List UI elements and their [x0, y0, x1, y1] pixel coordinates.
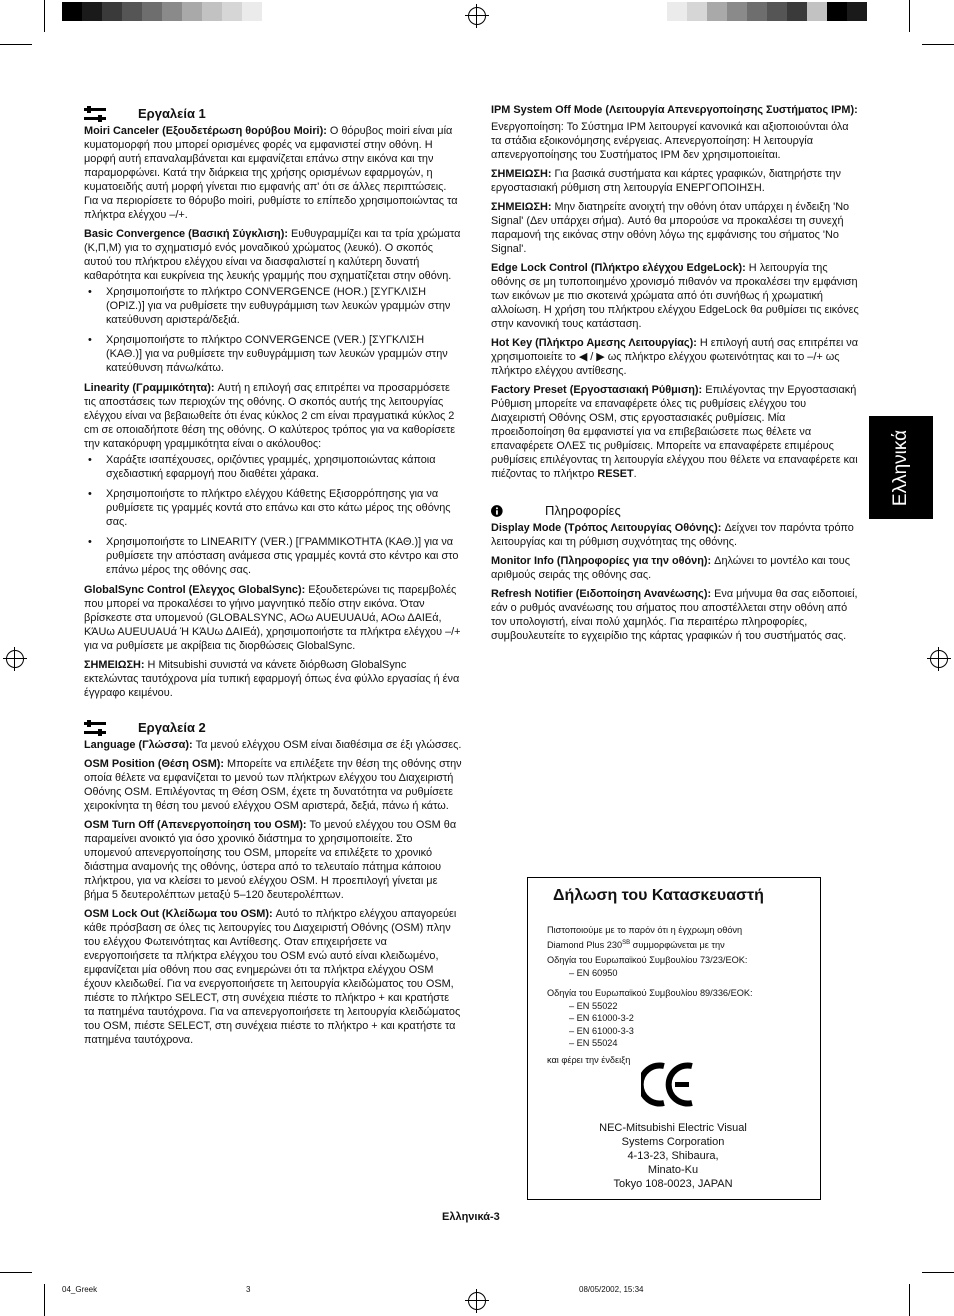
factory-preset-paragraph: Factory Preset (Εργοστασιακή Ρύθμιση): Επιλέγοντας την Εργοστασιακή Ρύθμιση μπορείτε να επαναφέρετε όλες τις ρυθμίσεις ελέγχου του Διαχειριστή Οθόνης OSM, στις εργοστασιακές ρυθμίσεις. Μία προειδοποίηση θα εμφανιστεί για να επιβεβαιώσετε πως θέλετε να επαναφέρετε ΟΛΕΣ τις ρυθμίσεις. Μπορείτε να επαναφέρετε επιμέρους ρυθμίσεις επιλέγοντας τη λειτουργία ελέγχου που θέλετε να επαναφέρετε και πιέζοντας το πλήκτρο RESET.: [491, 384, 858, 480]
list-item: • Χρησιμοποιήστε το πλήκτρο ελέγχου Κάθετης Εξισορρόπησης για να ρυθμίσετε τις γραμμές κοντά στο επάνω και στο κάτω μέρος της οθόνης σας.: [84, 487, 462, 529]
osm-lockout-paragraph: OSM Lock Out (Κλείδωμα του OSM): Αυτό το πλήκτρο ελέγχου απαγορεύει κάθε πρόσβαση σε όλες τις λειτουργίες του Διαχειριστή Οθόνης (OSM) πλην του ελέγχου Φωτεινότητας και Αντίθεσης. Οταν επιχειρήσετε να ενεργοποιήσετε τα πλήκτρα ελέγχου του OSM ενώ αυτό είναι κλειδωμένο, εμφανίζεται μία οθόνη που σας ενημερώνει ότι τα πλήκτρα ελέγχου OSM έχουν κλειδωθεί. Για να ενεργοποιήσετε τη λειτουργία κλειδώματος του OSM, πιέστε το πλήκτρο SELECT, στη συνέχεια πιέστε το πλήκτρο + και κρατήστε τα πατημένα ταυτόχρονα. Για να απενεργοποιήσετε τη λειτουργία κλειδώματος του OSM, πιέστε SELECT, στη συνέχεια πιέστε το πλήκτρο + και κρατήστε τα πατημένα ταυτόχρονα.: [84, 908, 461, 1046]
page-number: Ελληνικά-3: [442, 1211, 500, 1223]
address-line: 4-13-23, Shibaura,: [627, 1150, 719, 1162]
right-column: [491, 103, 861, 648]
registration-mark-icon: [930, 650, 948, 668]
crop-mark: [909, 1284, 910, 1316]
footer-date: 08/05/2002, 15:34: [579, 1285, 644, 1294]
footer-filename: 04_Greek: [62, 1285, 98, 1294]
convergence-paragraph: Basic Convergence (Βασική Σύγκλιση): Ευθυγραμμίζει και τα τρία χρώματα (Κ,Π,Μ) για το σχηματισμό ενός μοναδικού χρώματος (λευκό). Ο σκοπός αυτού του πλήκτρου ελέγχου είναι να διασφαλιστεί η καλύτερη δυνατή καθαρότητα και ευκρίνεια της λευκής γραμμής που σχηματίζεται στην οθόνη.: [84, 228, 461, 282]
registration-mark-icon: [468, 7, 486, 25]
registration-mark-icon: [468, 1292, 486, 1310]
tools-icon: [84, 720, 106, 736]
address-line: NEC-Mitsubishi Electric Visual: [599, 1122, 747, 1134]
display-mode-paragraph: Display Mode (Τρόπος Λειτουργίας Οθόνης): Δείχνει τον παρόντα τρόπο λειτουργίας και τη ρύθμιση συχνότητας της οθόνης.: [491, 522, 854, 548]
crop-mark: [44, 1284, 45, 1316]
directive-2-item: – EN 61000-3-2: [569, 1013, 634, 1024]
directive-2-item: – EN 55022: [569, 1000, 618, 1011]
address-line: Systems Corporation: [621, 1136, 725, 1148]
side-tab-label: Ελληνικά: [890, 429, 911, 506]
mark-text: και φέρει την ένδειξη: [547, 1054, 631, 1065]
tools2-title: Εργαλεία 2: [138, 720, 206, 735]
list-item: • Χρησιμοποιήστε το LINEARITY (VER.) [ΓΡΑΜΜΙΚΟΤΗΤΑ (ΚΑΘ.)] για να ρυθμίσετε την απόσταση ανάμεσα στις γραμμές κοντά στο κέντρο και στο επάνω μέρος της οθόνης σας.: [84, 535, 462, 577]
crop-mark: [0, 44, 32, 45]
linearity-paragraph: Linearity (Γραμμικότητα): Αυτή η επιλογή σας επιτρέπει να προσαρμόσετε τις αποστάσεις των περιοχών της οθόνης. Ο σκοπός αυτής της λειτουργίας ελέγχου είναι να βεβαιωθείτε ότι ένας κύκλος 2 cm είναι πραγματικά κύκλος 2 cm σε οποιαδήποτε θέση της οθόνης. Ο καλύτερος τρόπος για να καθορίσετε την κατακόρυφη γραμμικότητα είναι ο ακόλουθος:: [84, 382, 456, 450]
tools1-heading: [84, 106, 462, 122]
globalsync-note: ΣΗΜΕΙΩΣΗ: Η Mitsubishi συνιστά να κάνετε διόρθωση GlobalSync εκτελώντας ταυτόχρονα μία τυπική εφαρμογή όπως ένα φύλλο εργασίας ή ένα έγγραφο κειμένου.: [84, 659, 460, 699]
tools1-title: Εργαλεία 1: [138, 106, 206, 121]
directive-2-item: – EN 61000-3-3: [569, 1025, 634, 1036]
list-item: • Χρησιμοποιήστε το πλήκτρο CONVERGENCE (HOR.) [ΣΥΓΚΛΙΣΗ (ΟΡΙΖ.)] για να ρυθμίσετε την ευθυγράμμιση των λευκών γραμμών στην κατεύθυνση αριστερά/δεξιά.: [84, 285, 462, 327]
list-item: • Χαράξτε ισαπέχουσες, οριζόντιες γραμμές, χρησιμοποιώντας κάποια σχεδιαστική εφαρμογή που διαθέτει χάρακα.: [84, 453, 462, 481]
registration-mark-icon: [6, 650, 24, 668]
refresh-notifier-paragraph: Refresh Notifier (Ειδοποίηση Ανανέωσης): Ενα μήνυμα θα σας ειδοποιεί, εάν ο ρυθμός ανανέωσης του σήματος που αποστέλλεται στην οθόνη από τον υπολογιστή, είναι πολύ χαμηλός. Για περαιτέρω πληροφορίες, συμβουλευτείτε το εγχειρίδιο της κάρτας γραφικών ή του συστήματός σας.: [491, 588, 858, 642]
edgelock-paragraph: Edge Lock Control (Πλήκτρο ελέγχου EdgeLock): Η λειτουργία της οθόνης σε μη τυποποιημένο χρονισμό πιθανόν να προκαλέσει την εμφάνιση των εικόνων με πιο σκοτεινά χρώματα από ότι συνήθως ή χρωματική αλλοίωση. Η χρήση του πλήκτρου ελέγχου EdgeLock θα ρυθμίσει τις εικόνες στην κανονική τους κατάσταση.: [491, 262, 859, 330]
globalsync-paragraph: GlobalSync Control (Ελεγχος GlobalSync): Εξουδετερώνει τις παρεμβολές που μπορεί να προκαλέσει το γήινο μαγνητικό πεδίο στην εικόνα. Όταν βρίσκεστε στα υπομενού (GLOBALSYNC, ΑΟω ΑUΕUUΑUά, ΑΟω ΔΑΙΕά, ΚΆUω ΑUΕUUΑUά Ή ΚΆUω ΔΑΙΕά), χρησιμοποιήστε τα πλήκτρα ελέγχου –/+ για να ρυθμίσετε με ακρίβεια τις διορθώσεις GlobalSync.: [84, 584, 461, 652]
ce-mark-icon: [641, 1062, 697, 1107]
moire-paragraph: Moiri Canceler (Εξουδετέρωση θορύβου Moiri): Ο θόρυβος moiri είναι μία κυματομορφή που μπορεί ορισμένες φορές να εμφανιστεί στην οθόνη. Η μορφή αυτή επαναλαμβάνεται και εμφανίζεται επάνω στην εικόνα και την παραμορφώνει. Κατά την διάρκεια της χρήσης ορισμένων εφαρμογών, η κυματοειδής αυτή μορφή γίνεται πιο εμφανής απ' ότι σε άλλες περιπτώσεις. Για να περιορίσετε το θόρυβο moiri, ρυθμίστε το επίπεδο χρησιμοποιώντας τα πλήκτρα ελέγχου –/+.: [84, 125, 458, 221]
tools2-heading: [84, 720, 462, 736]
declaration-intro-1: Πιστοποιούμε με το παρόν ότι η έγχρωμη οθόνη: [547, 925, 743, 935]
ipm-paragraph: Ενεργοποίηση: Το Σύστημα IPM λειτουργεί κανονικά και αξιοποιούνται όλα τα στάδια εξοικονόμησης ενέργειας. Απενεργοποίηση: Η λειτουργία απενεργοποίησης του Συστήματος IPM δεν χρησιμοποιείται.: [491, 121, 849, 161]
info-title: Πληροφορίες: [545, 503, 621, 518]
directive-2: Οδηγία του Ευρωπαϊκού Συμβουλίου 89/336/ΕΟΚ:: [547, 988, 753, 999]
language-side-tab: [869, 416, 933, 519]
ipm-note-2: ΣΗΜΕΙΩΣΗ: Μην διατηρείτε ανοιχτή την οθόνη όταν υπάρχει η ένδειξη 'No Signal' (Δεν υπάρχει σήμα). Αυτό θα μπορούσε να προκαλέσει τη συνεχή παραμονή της εικόνας στην οθόνη λόγω της εμφάνισης του σήματος 'No Signal'.: [491, 201, 850, 255]
declaration-title: Δήλωση του Κατασκευαστή: [553, 887, 764, 904]
address-line: Minato-Ku: [647, 1164, 699, 1176]
ipm-heading: IPM System Off Mode (Λειτουργία Απενεργοποίησης Συστήματος IPM):: [491, 104, 858, 116]
declaration-body: [547, 924, 809, 1069]
crop-mark: [0, 1272, 32, 1273]
info-heading: [491, 503, 861, 519]
ipm-note-1: ΣΗΜΕΙΩΣΗ: Για βασικά συστήματα και κάρτες γραφικών, διατηρήστε την εργοστασιακή ρύθμιση στη λειτουργία ΕΝΕΡΓΟΠΟΙΗΣΗ.: [491, 168, 841, 194]
list-item: • Χρησιμοποιήστε το πλήκτρο CONVERGENCE (VER.) [ΣΥΓΚΛΙΣΗ (ΚΑΘ.)] για να ρυθμίσετε την ευθυγράμμιση των λευκών γραμμών στην κατεύθυνση πάνω/κάτω.: [84, 333, 462, 375]
info-icon: [491, 503, 507, 519]
linearity-bullets: [84, 453, 462, 577]
directive-2-item: – EN 55024: [569, 1038, 618, 1049]
arrow-left-icon: ◀: [578, 351, 588, 363]
directive-1: Οδηγία του Ευρωπαϊκού Συμβουλίου 73/23/ΕΟΚ:: [547, 955, 748, 966]
crop-mark: [44, 0, 45, 32]
monitor-info-paragraph: Monitor Info (Πληροφορίες για την οθόνη): Δηλώνει το μοντέλο και τους αριθμούς σειράς της οθόνης σας.: [491, 555, 851, 581]
language-paragraph: Language (Γλώσσα): Τα μενού ελέγχου OSM είναι διαθέσιμα σε έξι γλώσσες.: [84, 739, 462, 751]
declaration-intro-2: Diamond Plus $230^{SB}$ συμμορφώνεται με την: [547, 939, 725, 950]
color-calibration-bar-left: [62, 2, 262, 21]
left-column: [84, 106, 462, 1052]
convergence-bullets: [84, 285, 462, 375]
crop-mark: [909, 0, 910, 32]
crop-mark: [922, 1272, 954, 1273]
crop-mark: [922, 44, 954, 45]
osm-turnoff-paragraph: OSM Turn Off (Απενεργοποίηση του OSM): Το μενού ελέγχου του OSM θα παραμείνει ανοικτό για όσο χρονικό διάστημα το χρησιμοποιείτε. Στο υπομενού απενεργοποίησης του OSM, μπορείτε να επιλέξετε το χρονικό διάστημα αναμονής της οθόνης, ύστερα από το τελευταίο πάτημα κάποιου πλήκτρου, για να κλείσει το μενού ελέγχου OSM. Η προεπιλογή γίνεται με βήμα 5 δευτερολέπτων μεταξύ 5–120 δευτερολέπτων.: [84, 819, 457, 901]
manufacturer-address: [527, 1121, 819, 1191]
osm-position-paragraph: OSM Position (Θέση OSM): Μπορείτε να επιλέξετε την θέση της οθόνης στην οποία θέλετε να εμφανίζεται το μενού των πλήκτρων ελέγχου του Διαχειριστή Οθόνης OSM. Επιλέγοντας τη Θέση OSM, έχετε τη δυνατότητα να ρυθμίσετε χειροκίνητα τη θέση του μενού ελέγχου OSM αριστερά, δεξιά, πάνω ή κάτω.: [84, 758, 462, 812]
directive-1-item: – EN 60950: [569, 967, 618, 978]
arrow-right-icon: ▶: [596, 351, 605, 363]
footer-page: 3: [246, 1285, 251, 1294]
address-line: Tokyo 108-0023, JAPAN: [613, 1178, 733, 1190]
tools-icon: [84, 106, 106, 122]
hotkey-paragraph: Hot Key (Πλήκτρο Αμεσης Λειτουργίας): Η επιλογή αυτή σας επιτρέπει να χρησιμοποιείτε το ◀ / ▶ ως πλήκτρο ελέγχου φωτεινότητας και το –/+ ως πλήκτρο ελέγχου αντίθεσης.: [491, 337, 859, 377]
color-calibration-bar-right: [667, 2, 867, 21]
